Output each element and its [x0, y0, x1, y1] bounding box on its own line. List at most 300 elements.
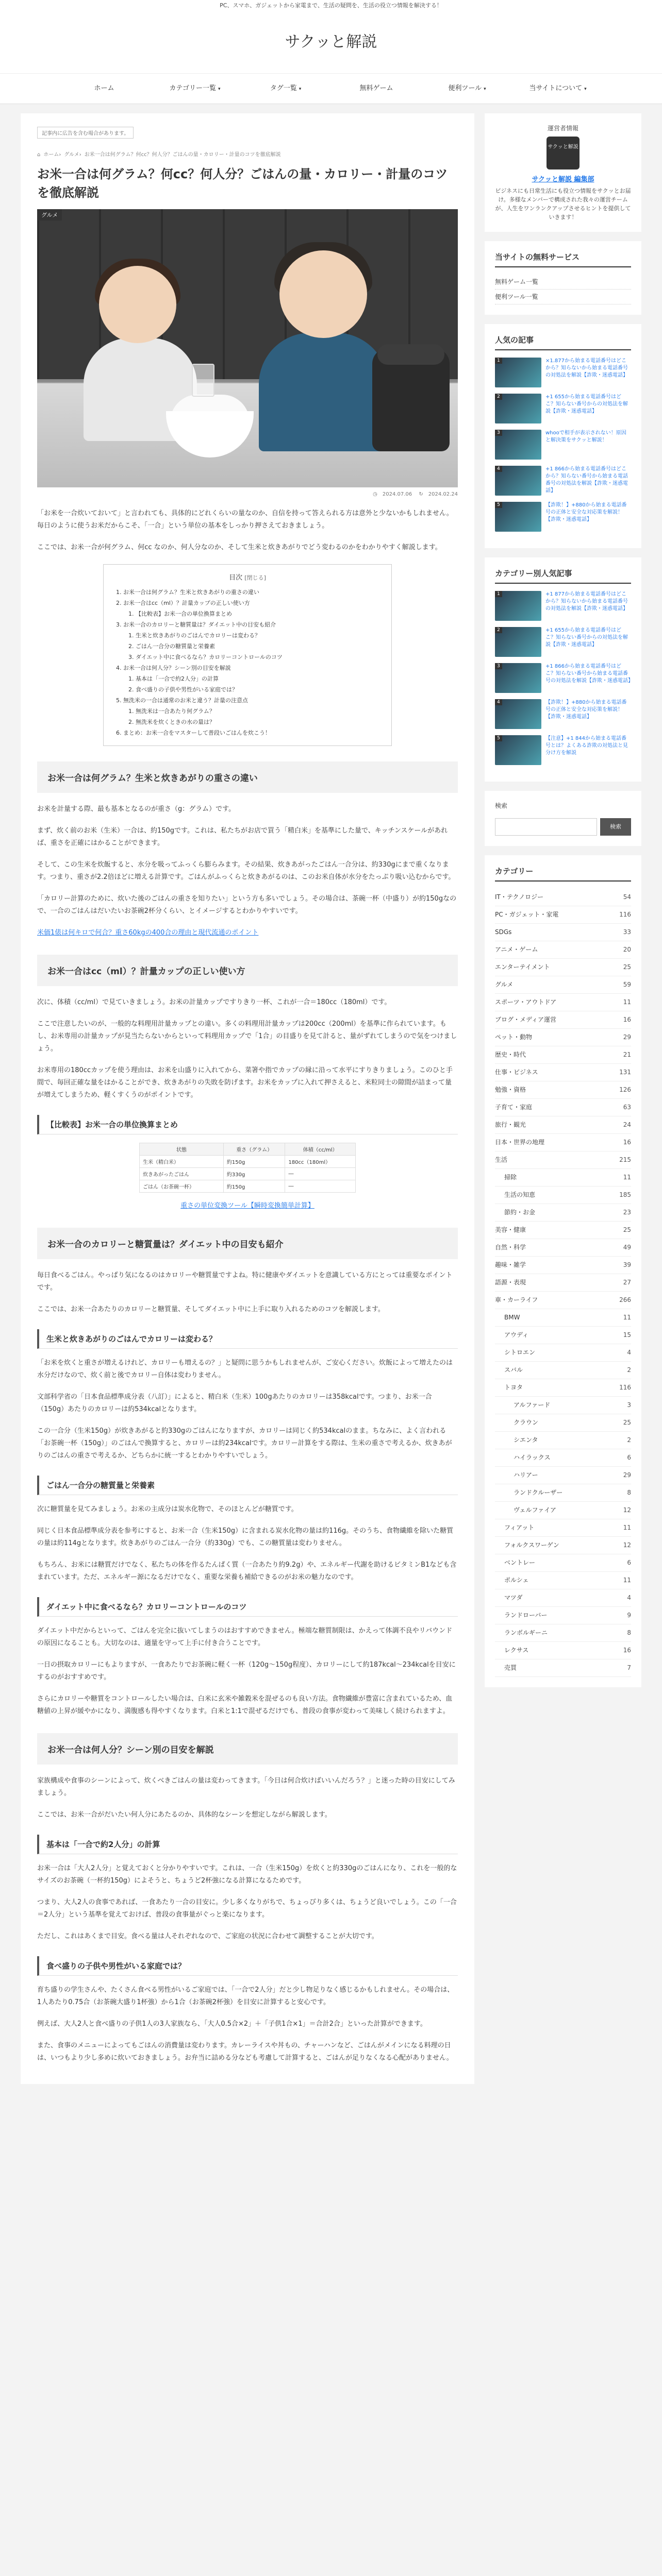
category-count: 266 — [619, 1296, 631, 1303]
category-count: 63 — [623, 1104, 631, 1111]
toc-item[interactable]: 2. ごはん一合分の糖質量と栄養素 — [128, 643, 215, 650]
category-name: 日本・世界の地理 — [495, 1139, 545, 1146]
category-item[interactable] — [495, 889, 631, 906]
category-popular-list — [495, 591, 631, 765]
category-name: ランドローバー — [504, 1612, 548, 1619]
table-row — [140, 1180, 356, 1193]
related-article-link[interactable]: 米価1俵は何キロで何合？重さ60kgの400合の理由と現代流通のポイント — [37, 929, 259, 937]
ad-notice: 記事内に広告を含む場合があります。 — [37, 127, 134, 139]
category-item[interactable] — [495, 1116, 631, 1134]
category-name: 車・カーライフ — [495, 1296, 538, 1303]
category-item[interactable] — [495, 1309, 631, 1327]
home-icon: ⌂ — [37, 152, 41, 158]
category-popular-widget — [485, 557, 641, 782]
category-name: 語源・表現 — [495, 1279, 526, 1286]
category-count: 2 — [627, 1436, 631, 1444]
rank-badge: 2 — [495, 394, 502, 400]
chevron-down-icon: ▾ — [484, 87, 486, 92]
category-name: 旅行・観光 — [495, 1121, 526, 1128]
paragraph: つまり、大人2人の食事であれば、一食あたり一合の目安に。少し多くなりがちで、ちょっぴり多くは、ちょうど良いでしょう。この「一合＝2人分」という基準を覚えておけば、普段の食事量がぐっと楽になります。 — [37, 1899, 457, 1919]
toc-item[interactable]: 6. まとめ：お米一合をマスターして普段いごはんを炊こう！ — [116, 730, 271, 736]
table-row — [140, 1156, 356, 1168]
category-count: 8 — [627, 1629, 631, 1636]
popular-post-item[interactable] — [495, 430, 631, 460]
category-name: 美容・健康 — [495, 1226, 526, 1233]
category-item[interactable] — [495, 924, 631, 941]
rank-badge: 4 — [495, 699, 502, 705]
category-label[interactable]: グルメ — [37, 209, 62, 221]
category-item[interactable] — [495, 1151, 631, 1169]
category-item[interactable] — [495, 994, 631, 1011]
category-count: 39 — [623, 1261, 631, 1268]
category-count: 8 — [627, 1489, 631, 1496]
popular-post-item[interactable] — [495, 627, 631, 657]
child-right-body — [259, 333, 388, 451]
paragraph: お米一合は「大人2人分」と覚えておくと分かりやすいです。これは、一合（生米150g）を炊くと約330gのごはんになり、これを一般的なサイズのお茶碗（一杯約150g）によそうと、ちょうど2杯強になる計算になるためです。 — [37, 1865, 457, 1885]
category-count: 29 — [623, 1471, 631, 1479]
category-name: ベントレー — [504, 1559, 536, 1566]
category-name: PC・ガジェット・家電 — [495, 911, 559, 918]
popular-post-item[interactable] — [495, 735, 631, 765]
rank-badge: 1 — [495, 358, 502, 364]
child-right-face — [279, 250, 367, 338]
paragraph: 例えば、大人2人と食べ盛りの子供1人の3人家族なら、「大人0.5合×2」＋「子供1合×1」＝合計2合」といった計算ができます。 — [37, 2020, 427, 2028]
popular-post-item[interactable] — [495, 663, 631, 693]
post-thumbnail — [495, 735, 541, 765]
post-thumbnail — [495, 627, 541, 657]
category-count: 16 — [623, 1139, 631, 1146]
search-input[interactable] — [495, 818, 597, 836]
table-header: 重さ（グラム） — [223, 1143, 285, 1156]
category-item[interactable] — [495, 1397, 631, 1414]
chevron-down-icon: ▾ — [299, 87, 302, 92]
category-item[interactable] — [495, 1379, 631, 1397]
site-tagline: PC、スマホ、ガジェットから家電まで、生活の疑問を、生活の役立つ情報を解決する！ — [0, 0, 662, 11]
category-name: スポーツ・アウトドア — [495, 998, 557, 1006]
paragraph: 文部科学省の「日本食品標準成分表（八訂）」によると、精白米（生米）100gあたりのカロリーは358kcalです。つまり、お米一合（150g）あたりのカロリーは約534kcalとなります。 — [37, 1393, 432, 1413]
article-main — [21, 113, 474, 2084]
category-name: 売買 — [504, 1664, 517, 1671]
table-cell: 約150g — [223, 1180, 285, 1193]
table-cell: 180cc（180ml） — [285, 1156, 356, 1168]
popular-post-item[interactable] — [495, 502, 631, 532]
admin-name-link[interactable]: サクッと解説 編集部 — [532, 176, 594, 183]
nav-categories[interactable] — [150, 74, 240, 104]
category-item[interactable] — [495, 1432, 631, 1449]
rank-badge: 3 — [495, 663, 502, 669]
toc-item[interactable]: 3. ダイエット中に食べるなら？カロリーコントロールのコツ — [128, 654, 283, 660]
category-name: 子育て・家庭 — [495, 1104, 533, 1111]
category-name: 生活の知恵 — [504, 1191, 536, 1198]
post-title: 【詐欺！】+880から始まる電話番号の正体と安全な対応策を解説！【詐欺・迷惑電話】 — [545, 700, 627, 720]
nav-label: 便利ツール — [448, 84, 482, 92]
category-list — [495, 889, 631, 1677]
category-name: ポルシェ — [504, 1577, 529, 1584]
child-left-face — [99, 266, 176, 343]
post-title: +1 877から始まる電話番号はどこから？知らないから始まる電話番号の対処法を解説【詐欺・迷惑電話】 — [545, 591, 628, 612]
paragraph: 毎日食べるごはん。やっぱり気になるのはカロリーや糖質量ですよね。特に健康やダイエットを意識している方にとっては重要なポイントです。 — [37, 1272, 453, 1292]
nav-label: ホーム — [94, 84, 114, 92]
category-count: 54 — [623, 893, 631, 901]
category-count: 23 — [623, 1209, 631, 1216]
table-cell: ごはん（お茶碗一杯） — [140, 1180, 224, 1193]
category-item[interactable] — [495, 1081, 631, 1099]
date-updated: 2024.02.24 — [428, 492, 458, 497]
category-name: トヨタ — [504, 1384, 523, 1391]
category-item[interactable] — [495, 906, 631, 924]
category-count: 11 — [623, 1524, 631, 1531]
rank-badge: 1 — [495, 591, 502, 597]
category-item[interactable] — [495, 1029, 631, 1046]
subsection-heading: 食べ盛りの子供や男性がいる家庭では？ — [37, 1956, 458, 1976]
toc-toggle[interactable]: [閉じる] — [244, 574, 266, 581]
paragraph: そして、この生米を炊飯すると、水分を吸ってふっくら膨らみます。その結果、炊きあがったごはん一合分は、約330gにまで重くなります。つまり、重さが2.2倍ほどに増える計算です。ごはんがふっくらと炊きあがるのは、このお米自体が水分をたっぷり吸い込むからです。 — [37, 861, 455, 881]
category-name: アウディ — [504, 1331, 529, 1338]
table-header: 体積（cc/ml） — [285, 1143, 356, 1156]
toc-title-text: 目次 — [229, 574, 243, 582]
category-name: シトロエン — [504, 1349, 536, 1356]
table-cell: 生米（精白米） — [140, 1156, 224, 1168]
paragraph: まず、炊く前のお米（生米）一合は、約150gです。これは、私たちがお店で買う「精白米」を基準にした量で、キッチンスケールがあれば、重さを正確にはかることができます。 — [37, 827, 448, 847]
global-nav — [0, 73, 662, 104]
paragraph: お米を計量する際、最も基本となるのが重さ（g：グラム）です。 — [37, 805, 236, 813]
category-name: SDGs — [495, 928, 512, 936]
category-name: 趣味・雑学 — [495, 1261, 526, 1268]
search-widget — [485, 791, 641, 846]
category-item[interactable] — [495, 1624, 631, 1642]
popular-list — [495, 358, 631, 532]
post-title: 【詐欺！】+880から始まる電話番号の正体と安全な対応策を解説！【詐欺・迷惑電話】 — [545, 502, 627, 522]
toc-item[interactable]: 1. 【比較表】お米一合の単位換算まとめ — [128, 611, 232, 617]
toc-list — [116, 587, 379, 738]
category-name: ペット・動物 — [495, 1033, 533, 1041]
category-name: フォルクスワーゲン — [504, 1541, 559, 1549]
category-name: ハリアー — [514, 1471, 538, 1479]
category-item[interactable] — [495, 1292, 631, 1309]
category-item[interactable] — [495, 1064, 631, 1081]
category-item[interactable] — [495, 1642, 631, 1659]
table-cell: ― — [285, 1168, 356, 1180]
table-cell: 約150g — [223, 1156, 285, 1168]
category-count: 4 — [627, 1349, 631, 1356]
category-item[interactable] — [495, 1362, 631, 1379]
free-services-widget — [485, 241, 641, 315]
section-heading: お米一合は何人分？シーン別の目安を解説 — [37, 1733, 458, 1765]
breadcrumb-category[interactable]: グルメ — [64, 152, 79, 158]
category-item[interactable] — [495, 1589, 631, 1607]
category-count: 11 — [623, 1174, 631, 1181]
paragraph: ここで注意したいのが、一般的な料理用計量カップとの違い。多くの料理用計量カップは200cc（200ml）を基準に作られています。もし、お米専用の計量カップが見当たらないからといって料理用カップで「1合」の目盛りを見て計ると、量がずれてしまうので気をつけましょう。 — [37, 1020, 457, 1053]
paragraph: ここでは、お米一合あたりのカロリーと糖質量、そしてダイエット中に上手に取り入れるためのコツを解説します。 — [37, 1306, 385, 1313]
popular-post-item[interactable] — [495, 591, 631, 621]
chevron-down-icon: ▾ — [584, 87, 587, 92]
post-title: whooで相手が表示されない！原因と解決策をサクッと解説！ — [545, 430, 626, 443]
toc-item[interactable]: 2. 食べ盛りの子供や男性がいる家庭では？ — [128, 686, 238, 693]
post-thumbnail — [495, 466, 541, 496]
table-cell: 炊きあがったごはん — [140, 1168, 224, 1180]
post-title: 【注意】+1 844から始まる電話番号とは？よくある詐欺の対処法と見分け方を解説 — [545, 736, 628, 756]
paragraph: もちろん、お米には糖質だけでなく、私たちの体を作るたんぱく質（一合あたり約9.2g）や、エネルギー代謝を助けるビタミンB1なども含まれています。ただ、エネルギー源になるだけでなく、重要な栄養も補給できるのがお米の魅力なのです。 — [37, 1561, 457, 1581]
tool-link[interactable]: 重さの単位変換ツール【瞬時変換簡単計算】 — [180, 1202, 315, 1210]
paragraph: 次に、体積（cc/ml）で見ていきましょう。お米の計量カップですりきり一杯、これが一合＝180cc（180ml）です。 — [37, 998, 391, 1006]
category-name: ヴェルファイア — [514, 1506, 556, 1514]
toc-item[interactable]: 2. お米一合はcc（ml）？計量カップの正しい使い方 — [116, 600, 250, 606]
category-name: 歴史・時代 — [495, 1051, 526, 1058]
category-name: 掃除 — [504, 1174, 517, 1181]
category-item[interactable] — [495, 1449, 631, 1467]
category-count: 27 — [623, 1279, 631, 1286]
subsection-heading: 基本は「一合で約2人分」の計算 — [37, 1835, 458, 1854]
category-item[interactable] — [495, 1484, 631, 1502]
paragraph: ただし、これはあくまで目安。食べる量は人それぞれなので、ご家庭の状況に合わせて調整することが大切です。 — [37, 1933, 378, 1940]
toc-item[interactable]: 4. お米一合は何人分？シーン別の目安を解説 — [116, 665, 231, 671]
paragraph: ここでは、お米一合がだいたい何人分にあたるのか、具体的なシーンを想定しながら解説します。 — [37, 1811, 332, 1819]
category-count: 131 — [619, 1069, 631, 1076]
category-item[interactable] — [495, 941, 631, 959]
category-item[interactable] — [495, 959, 631, 976]
table-cell: ― — [285, 1180, 356, 1193]
category-count: 25 — [623, 1226, 631, 1233]
category-item[interactable] — [495, 1222, 631, 1239]
category-item[interactable] — [495, 976, 631, 994]
clock-icon: ◷ — [373, 492, 377, 497]
category-count: 7 — [627, 1664, 631, 1671]
rank-badge: 2 — [495, 627, 502, 633]
category-item[interactable] — [495, 1274, 631, 1292]
category-item[interactable] — [495, 1046, 631, 1064]
category-item[interactable] — [495, 1344, 631, 1362]
post-title: +1 655から始まる電話番号はどこ？知らない番号からの対処法を解説【詐欺・迷惑電話】 — [545, 628, 628, 648]
category-count: 185 — [619, 1191, 631, 1198]
refresh-icon: ↻ — [419, 492, 423, 497]
categories-widget — [485, 855, 641, 1687]
category-name: ハイラックス — [514, 1454, 551, 1461]
category-count: 24 — [623, 1121, 631, 1128]
category-count: 2 — [627, 1366, 631, 1374]
category-count: 29 — [623, 1033, 631, 1041]
sidebar — [485, 113, 641, 1697]
paragraph: 「カロリー計算のために、炊いた後のごはんの重さを知りたい」という方も多いでしょう。その場合は、茶碗一杯（中盛り）が約150gなので、一合のごはんはだいたいお茶碗2杯分くらい、とイメージするとわかりやすいです。 — [37, 895, 457, 915]
nav-label: 当サイトについて — [529, 84, 583, 92]
category-item[interactable] — [495, 1327, 631, 1344]
category-count: 126 — [619, 1086, 631, 1093]
table-cell: 約330g — [223, 1168, 285, 1180]
category-count: 11 — [623, 1314, 631, 1321]
category-name: ブログ・メディア運営 — [495, 1016, 557, 1023]
search-button[interactable]: 検索 — [600, 818, 631, 836]
paragraph: 次に糖質量を見てみましょう。お米の主成分は炭水化物で、そのほとんどが糖質です。 — [37, 1505, 298, 1513]
widget-title: 検索 — [495, 802, 508, 809]
category-count: 6 — [627, 1559, 631, 1566]
nav-label: カテゴリー一覧 — [169, 84, 216, 92]
category-item[interactable] — [495, 1257, 631, 1274]
section-heading: お米一合のカロリーと糖質量は？ダイエット中の目安も紹介 — [37, 1228, 458, 1259]
subsection-heading: 【比較表】お米一合の単位換算まとめ — [37, 1115, 458, 1134]
post-title: ×1.877から始まる電話番号はどこから？知らないから始まる電話番号の対処法を解説【詐欺・迷惑電話】 — [545, 358, 628, 378]
nav-label: 無料ゲーム — [359, 84, 393, 92]
category-count: 15 — [623, 1331, 631, 1338]
toc-item[interactable]: 1. 無洗米は一合あたり何グラム？ — [128, 708, 215, 715]
nav-free-games[interactable] — [331, 74, 422, 104]
rank-badge: 5 — [495, 502, 502, 508]
category-count: 25 — [623, 1419, 631, 1426]
category-count: 4 — [627, 1594, 631, 1601]
breadcrumb-home[interactable]: ホーム — [43, 152, 59, 158]
post-title: +1 655から始まる電話番号はどこ？知らない番号からの対処法を解説【詐欺・迷惑電話】 — [545, 394, 628, 414]
category-count: 9 — [627, 1612, 631, 1619]
category-name: レクサス — [504, 1647, 529, 1654]
category-name: BMW — [504, 1314, 520, 1321]
separator: › — [59, 152, 61, 158]
paragraph: 同じく日本食品標準成分表を参考にすると、お米一合（生米150g）に含まれる炭水化物の量は約116g。そのうち、食物繊維を除いた糖質の量は約114gとなります。炊きあがりのごはん一合分（約330g）でも、この糖質量は変わりません。 — [37, 1527, 454, 1547]
category-item[interactable] — [495, 1134, 631, 1151]
category-item[interactable] — [495, 1554, 631, 1572]
post-dates — [37, 492, 458, 497]
intro-paragraph: ここでは、お米一合が何グラム、何cc なのか、何人分なのか、そして生米と炊きあがりでどう変わるのかをわかりやすく解説します。 — [37, 544, 442, 551]
admin-profile-widget — [485, 113, 641, 232]
paragraph: この一合分（生米150g）が炊きあがると約330gのごはんになりますが、カロリーは同じく約534kcalのまま。ちなみに、よく言われる「お茶碗一杯（150g）」のごはんで換算すると、カロリーは約234kcalです。カロリー計算をする際は、生米の重さで考えるか、炊きあがりのごはんの重さで考えるか、どちらかに統一するとわかりやすいでしょう。 — [37, 1427, 452, 1460]
toc-item[interactable]: 1. お米一合は何グラム？生米と炊きあがりの重さの違い — [116, 589, 259, 596]
category-count: 20 — [623, 946, 631, 953]
category-name: マツダ — [504, 1594, 523, 1601]
separator: › — [79, 152, 81, 158]
category-item[interactable] — [495, 1467, 631, 1484]
site-header — [0, 11, 662, 73]
category-count: 215 — [619, 1156, 631, 1163]
category-name: エンターテイメント — [495, 963, 550, 971]
toc-item[interactable]: 5. 無洗米の一合は通常のお米と違う？計量の注意点 — [116, 697, 248, 704]
category-count: 116 — [619, 1384, 631, 1391]
paragraph: 家族構成や食事のシーンによって、炊くべきごはんの量は変わってきます。「今日は何合炊けばいいんだろう？」と迷った時の目安にしてみましょう。 — [37, 1777, 455, 1797]
category-count: 12 — [623, 1506, 631, 1514]
category-item[interactable] — [495, 1204, 631, 1222]
widget-title: 人気の記事 — [495, 334, 631, 350]
table-of-contents — [103, 564, 392, 746]
popular-post-item[interactable] — [495, 358, 631, 387]
toc-item[interactable]: 1. 基本は「一合で約2人分」の計算 — [128, 675, 219, 682]
post-thumbnail — [495, 430, 541, 460]
category-item[interactable] — [495, 1187, 631, 1204]
breadcrumb — [37, 150, 458, 158]
popular-post-item[interactable] — [495, 699, 631, 729]
rice-cooker-lid — [377, 344, 444, 365]
category-name: ランドクルーザー — [514, 1489, 563, 1496]
category-name: 自然・科学 — [495, 1244, 526, 1251]
category-name: ランボルギーニ — [504, 1629, 548, 1636]
category-name: アニメ・ゲーム — [495, 946, 538, 953]
category-name: アルファード — [514, 1401, 551, 1409]
category-item[interactable] — [495, 1239, 631, 1257]
nav-home[interactable] — [59, 74, 150, 104]
widget-title: 運営者情報 — [547, 125, 578, 132]
post-thumbnail — [495, 591, 541, 621]
popular-post-item[interactable] — [495, 394, 631, 423]
post-thumbnail — [495, 663, 541, 693]
toc-item[interactable]: 1. 生米と炊きあがりのごはんでカロリーは変わる？ — [128, 632, 260, 639]
date-published: 2024.07.06 — [382, 492, 412, 497]
category-item[interactable] — [495, 1011, 631, 1029]
category-item[interactable] — [495, 1099, 631, 1116]
popular-posts-widget — [485, 324, 641, 548]
category-name: フィアット — [504, 1524, 535, 1531]
category-item[interactable] — [495, 1502, 631, 1519]
category-item[interactable] — [495, 1659, 631, 1677]
category-count: 16 — [623, 1647, 631, 1654]
category-count: 12 — [623, 1541, 631, 1549]
paragraph: また、食事のメニューによってもごはんの消費量は変わります。カレーライスや丼もの、チャーハンなど、ごはんがメインになる料理の日は、いつもより少し多めに炊いておきましょう。お弁当に詰める分なども考慮して計算すると、ごはんが足りなくなる心配がありません。 — [37, 2042, 453, 2062]
subsection-heading: ごはん一合分の糖質量と栄養素 — [37, 1476, 458, 1495]
nav-tools[interactable] — [422, 74, 512, 104]
article-title: お米一合は何グラム？何cc？何人分？ごはんの量・カロリー・計量のコツを徹底解説 — [37, 167, 448, 200]
section-heading: お米一合は何グラム？生米と炊きあがりの重さの違い — [37, 761, 458, 793]
free-games-link[interactable]: 無料ゲーム一覧 — [495, 275, 631, 290]
site-logo-link[interactable]: サクッと解説 — [285, 33, 377, 51]
section-heading: お米一合はcc（ml）？計量カップの正しい使い方 — [37, 955, 458, 986]
breadcrumb-current: お米一合は何グラム？何cc？何人分？ごはんの量・カロリー・計量のコツを徹底解説 — [84, 152, 281, 158]
toc-item[interactable]: 2. 無洗米を炊くときの水の量は？ — [128, 719, 215, 725]
post-thumbnail — [495, 502, 541, 532]
category-item[interactable] — [495, 1537, 631, 1554]
category-count: 49 — [623, 1244, 631, 1251]
table-header: 状態 — [140, 1143, 224, 1156]
rank-badge: 3 — [495, 430, 502, 436]
tools-link[interactable]: 便利ツール一覧 — [495, 290, 631, 304]
toc-item[interactable]: 3. お米一合のカロリーと糖質量は？ダイエット中の目安も紹介 — [116, 621, 276, 628]
measuring-cup — [192, 364, 214, 397]
category-count: 11 — [623, 1577, 631, 1584]
post-thumbnail — [495, 699, 541, 729]
rank-badge: 5 — [495, 735, 502, 741]
post-title: +1 866から始まる電話番号はどこ？知らない番号から始まる電話番号の対処法を解説【詐欺・迷惑電話】 — [545, 664, 633, 684]
nav-about[interactable] — [512, 74, 603, 104]
category-count: 59 — [623, 981, 631, 988]
paragraph: 育ち盛りの学生さんや、たくさん食べる男性がいるご家庭では、「一合で2人分」だと少し物足りなく感じるかもしれません。その場合は、1人あたり0.75合（お茶碗大盛り1杯強）から1合（お茶碗2杯強）を目安に計算すると安心です。 — [37, 1986, 454, 2006]
post-title: +1 866から始まる電話番号はどこから？知らない番号から始まる電話番号の対処法を解説【詐欺・迷惑電話】 — [545, 466, 628, 494]
unit-comparison-table — [139, 1143, 356, 1193]
nav-tags[interactable] — [240, 74, 331, 104]
chevron-down-icon: ▾ — [218, 87, 221, 92]
subsection-heading: 生米と炊きあがりのごはんでカロリーは変わる？ — [37, 1329, 458, 1349]
category-count: 21 — [623, 1051, 631, 1058]
eyecatch-image — [37, 209, 458, 487]
widget-title: カテゴリー — [495, 866, 631, 882]
toc-title — [116, 572, 379, 582]
popular-post-item[interactable] — [495, 466, 631, 496]
category-item[interactable] — [495, 1607, 631, 1624]
category-count: 3 — [627, 1401, 631, 1409]
intro-paragraph: 「お米を一合炊いておいて」と言われても、具体的にどれくらいの量なのか、自信を持って答えられる方は意外と少ないかもしれません。毎日のように使うお米だからこそ、「一合」という単位の基本をしっかり押さえておきましょう。 — [37, 510, 453, 530]
category-name: 生活 — [495, 1156, 508, 1163]
paragraph: 「お米を炊くと重さが増えるけれど、カロリーも増えるの？」と疑問に思うかもしれませんが、ご安心ください。炊飯によって増えたのは水分だけなので、炊く前と後でカロリー自体は変わりません。 — [37, 1359, 453, 1379]
category-name: スバル — [504, 1366, 523, 1374]
paragraph: 一日の摂取カロリーにもよりますが、一食あたりでお茶碗に軽く一杯（120g～150g程度）、カロリーにして約187kcal～234kcalを目安にするのがおすすめです。 — [37, 1661, 456, 1681]
avatar: サクッと解説 — [547, 137, 580, 170]
rank-badge: 4 — [495, 466, 502, 472]
category-name: 仕事・ビジネス — [495, 1069, 538, 1076]
category-item[interactable] — [495, 1519, 631, 1537]
category-count: 16 — [623, 1016, 631, 1023]
category-count: 33 — [623, 928, 631, 936]
category-name: 勉強・資格 — [495, 1086, 526, 1093]
category-name: シエンタ — [514, 1436, 538, 1444]
category-count: 116 — [619, 911, 631, 918]
category-item[interactable] — [495, 1414, 631, 1432]
category-item[interactable] — [495, 1572, 631, 1589]
category-item[interactable] — [495, 1169, 631, 1187]
table-row — [140, 1168, 356, 1180]
post-thumbnail — [495, 394, 541, 423]
admin-description: ビジネスにも日常生活にも役立つ情報をサクッとお届け。多様なメンバーで構成された我々の運営チームが、人生をワンランクアップさせるヒントを提供していきます！ — [495, 188, 631, 221]
